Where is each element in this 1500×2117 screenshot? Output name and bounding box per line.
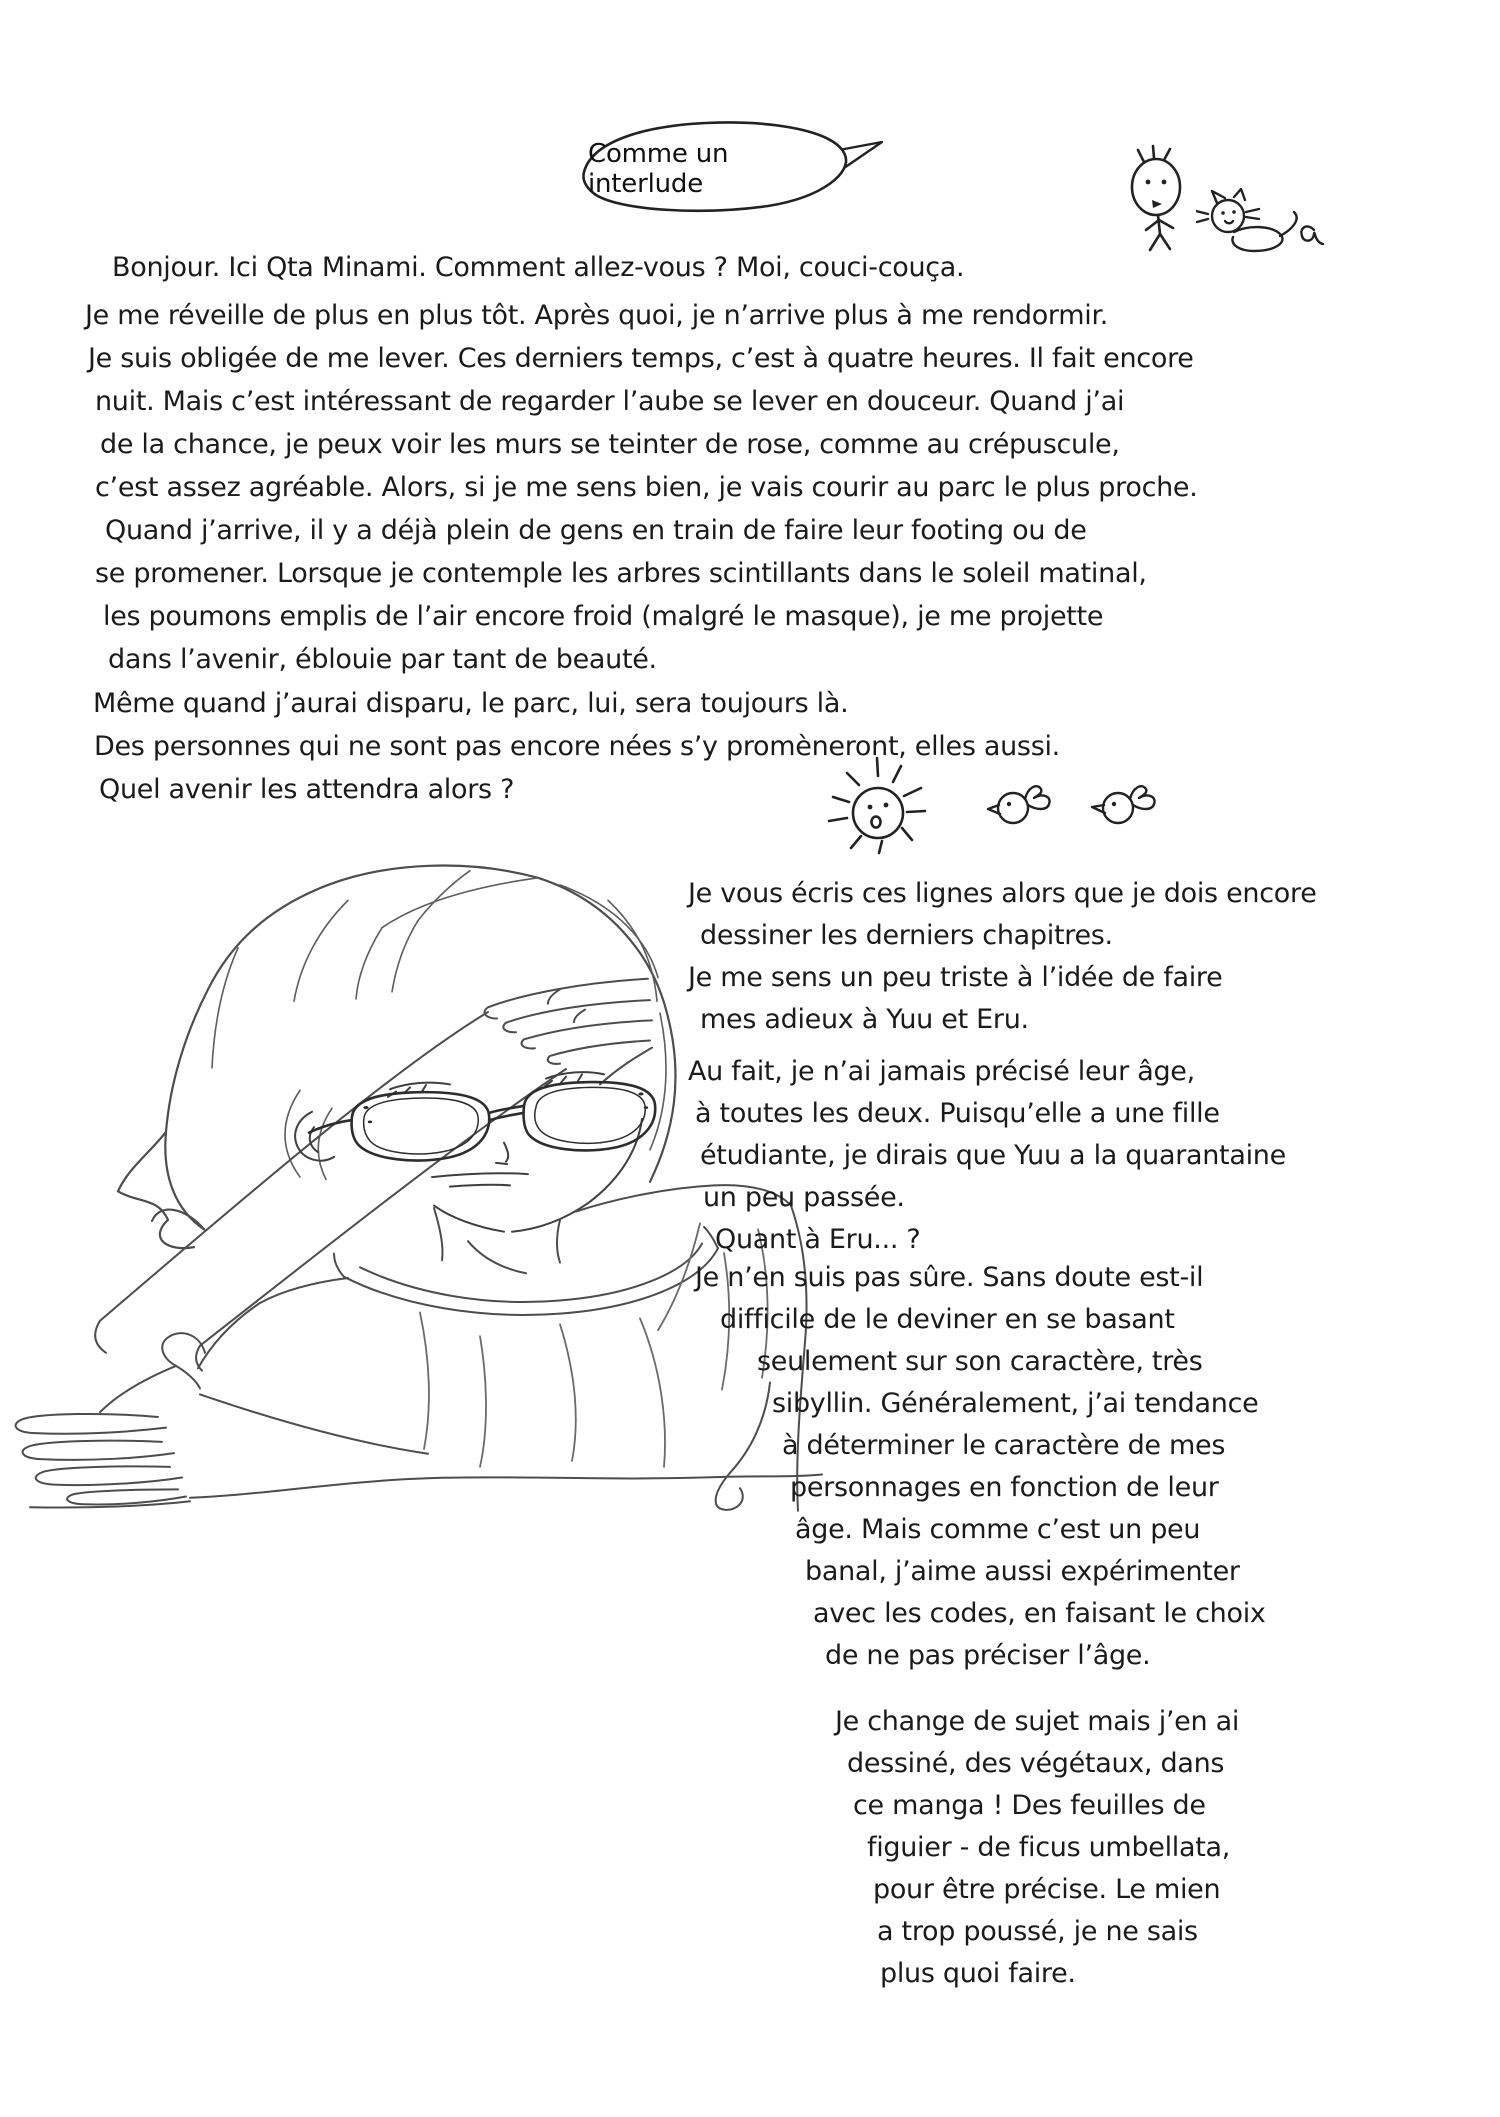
text-line-morning-5: Quand j’arrive, il y a déjà plein de gens en train de faire leur footing ou de <box>105 515 1087 546</box>
text-line-eru-0: Je n’en suis pas sûre. Sans doute est-il <box>695 1262 1204 1293</box>
text-line-age-0: Au fait, je n’ai jamais précisé leur âge, <box>688 1056 1195 1087</box>
text-line-morning-7: les poumons emplis de l’air encore froid (malgré le masque), je me projette <box>103 601 1104 632</box>
text-line-park-1: Des personnes qui ne sont pas encore nées s’y promèneront, elles aussi. <box>94 731 1060 762</box>
text-line-writing-0: Je vous écris ces lignes alors que je dois encore <box>688 878 1317 909</box>
text-line-eru-9: de ne pas préciser l’âge. <box>825 1640 1151 1671</box>
text-line-morning-6: se promener. Lorsque je contemple les arbres scintillants dans le soleil matinal, <box>95 558 1147 589</box>
text-line-plants-2: ce manga ! Des feuilles de <box>853 1790 1206 1821</box>
text-line-park-2: Quel avenir les attendra alors ? <box>99 774 515 805</box>
text-line-intro-0: Bonjour. Ici Qta Minami. Comment allez-vous ? Moi, couci-couça. <box>112 252 965 283</box>
text-line-age-3: un peu passée. <box>703 1182 905 1213</box>
text-line-plants-4: pour être précise. Le mien <box>873 1874 1221 1905</box>
text-line-eru-5: personnages en fonction de leur <box>790 1472 1219 1503</box>
portrait-sketch <box>0 860 830 2117</box>
text-line-eru-1: difficile de le deviner en se basant <box>720 1304 1175 1335</box>
bubble-title: Comme un interlude <box>588 139 729 199</box>
text-line-eru-4: à déterminer le caractère de mes <box>782 1430 1226 1461</box>
text-line-morning-0: Je me réveille de plus en plus tôt. Après quoi, je n’arrive plus à me rendormir. <box>85 300 1109 331</box>
text-line-age-2: étudiante, je dirais que Yuu a la quarantaine <box>700 1140 1286 1171</box>
cat-icon <box>1196 188 1336 260</box>
text-line-morning-3: de la chance, je peux voir les murs se teinter de rose, comme au crépuscule, <box>100 429 1120 460</box>
text-line-plants-1: dessiné, des végétaux, dans <box>847 1748 1225 1779</box>
text-line-writing-1: dessiner les derniers chapitres. <box>700 920 1113 951</box>
text-line-eru-6: âge. Mais comme c’est un peu <box>795 1514 1201 1545</box>
text-line-eru-2: seulement sur son caractère, très <box>757 1346 1203 1377</box>
text-line-eru-7: banal, j’aime aussi expérimenter <box>805 1556 1240 1587</box>
text-line-age-4: Quant à Eru... ? <box>715 1224 921 1255</box>
sun-icon <box>820 752 942 868</box>
chick-right-icon <box>1088 775 1164 835</box>
text-line-plants-5: a trop poussé, je ne sais <box>877 1916 1198 1947</box>
text-line-park-0: Même quand j’aurai disparu, le parc, lui, sera toujours là. <box>93 688 849 719</box>
text-line-eru-8: avec les codes, en faisant le choix <box>813 1598 1266 1629</box>
text-line-morning-1: Je suis obligée de me lever. Ces derniers temps, c’est à quatre heures. Il fait encore <box>88 343 1194 374</box>
text-line-morning-4: c’est assez agréable. Alors, si je me sens bien, je vais courir au parc le plus proche. <box>95 472 1198 503</box>
text-line-plants-3: figuier - de ficus umbellata, <box>867 1832 1231 1863</box>
text-line-age-1: à toutes les deux. Puisqu’elle a une fille <box>695 1098 1220 1129</box>
text-line-eru-3: sibyllin. Généralement, j’ai tendance <box>772 1388 1259 1419</box>
chick-left-icon <box>985 775 1061 835</box>
text-line-writing-3: mes adieux à Yuu et Eru. <box>700 1004 1029 1035</box>
text-line-morning-8: dans l’avenir, éblouie par tant de beauté. <box>108 644 657 675</box>
text-line-writing-2: Je me sens un peu triste à l’idée de faire <box>688 962 1223 993</box>
text-line-plants-0: Je change de sujet mais j’en ai <box>835 1706 1240 1737</box>
text-line-plants-6: plus quoi faire. <box>880 1958 1076 1989</box>
glasses <box>308 1082 655 1160</box>
text-line-morning-2: nuit. Mais c’est intéressant de regarder l’aube se lever en douceur. Quand j’ai <box>95 386 1125 417</box>
